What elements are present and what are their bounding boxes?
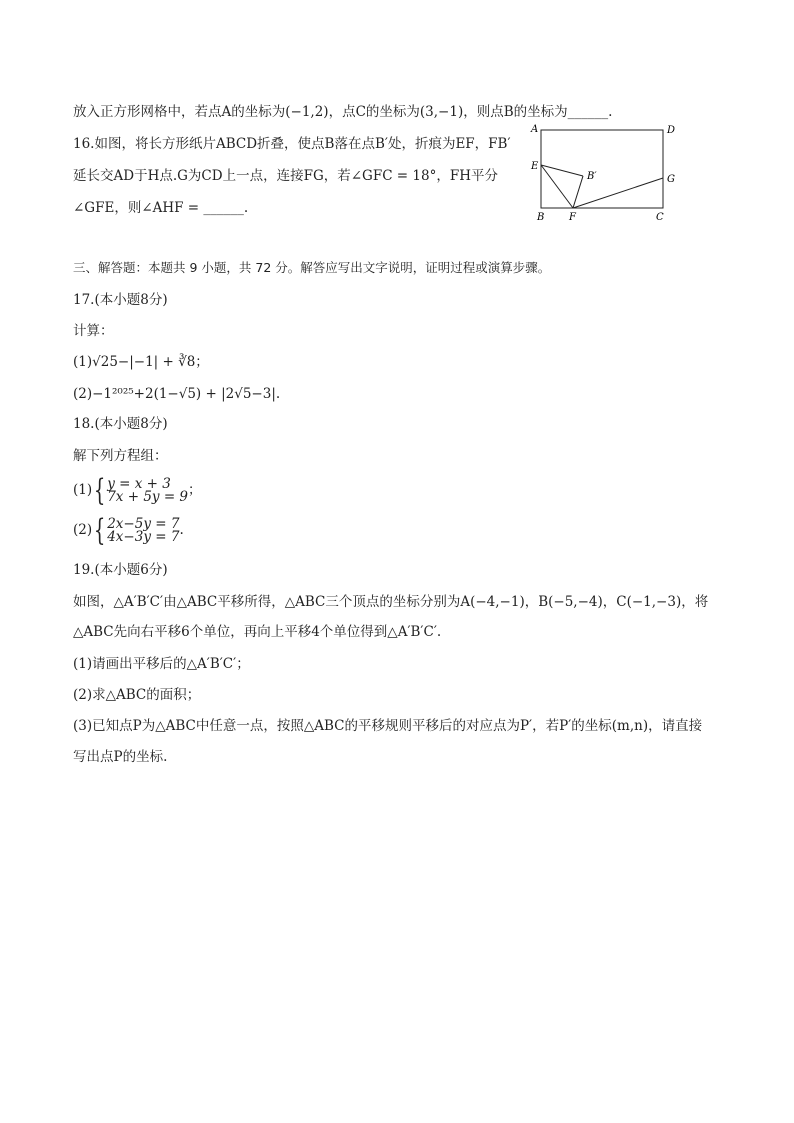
q18-p1-eq1: y = x + 3 [107,475,171,492]
q18-p1-eq2: 7x + 5y = 9 [107,488,189,505]
equation-system-2 [107,515,180,545]
q18-prompt: 解下列方程组： [73,448,168,464]
q18-p2-eq1: 2x−5y = 7 [107,515,180,532]
label-g: G [667,174,675,185]
segment-fg [573,178,663,208]
segment-eb-prime [541,165,583,176]
equation-system-1 [107,475,189,505]
rectangle-abcd [541,130,663,208]
label-b: B [537,212,545,222]
label-d: D [667,125,676,136]
q15-tail: 放入正方形网格中，若点A的坐标为(−1,2)，点C的坐标为(3,−1)，则点B的坐标为______. [73,104,613,120]
q19-part-1: (1)请画出平移后的△A′B′C′； [73,656,250,672]
q18-part-1-label: (1) [73,482,93,498]
label-c: C [656,212,664,222]
q19-part-3-line-1: (3)已知点P为△ABC中任意一点，按照△ABC的平移规则平移后的对应点为P′，若P′的坐标(m,n)，请直接 [73,718,703,734]
q19-header: 19.(本小题6分) [73,562,168,578]
label-f: F [569,212,576,222]
q19-line-1: 如图，△A′B′C′由△ABC平移所得，△ABC三个顶点的坐标分别为A(−4,−1)，B(−5,−4)，C(−1,−3)，将 [73,594,709,610]
q18-header: 18.(本小题8分) [73,416,168,432]
q17-part-1: (1)√25−|−1| + ∛8； [73,354,209,370]
brace-icon: { [93,512,106,548]
q16-line-2: 延长交AD于H点.G为CD上一点，连接FG，若∠GFC = 18°，FH平分 [73,168,498,184]
label-a: A [531,124,539,135]
q17-prompt: 计算： [73,323,114,339]
q18-p2-end: . [179,522,184,538]
q18-p1-end: ； [188,482,202,498]
brace-icon: { [93,472,106,508]
q19-part-2: (2)求△ABC的面积； [73,687,201,703]
q17-header: 17.(本小题8分) [73,292,168,308]
label-e: E [531,161,539,172]
q18-part-2-label: (2) [73,522,93,538]
q16-line-3: ∠GFE，则∠AHF = ______. [73,200,249,216]
label-b-prime: B′ [587,171,597,182]
q18-part-2 [73,512,184,548]
q16-line-1: 16.如图，将长方形纸片ABCD折叠，使点B落在点B′处，折痕为EF，FB′ [73,136,511,152]
segment-ef [541,165,573,208]
rectangle-fold-figure [525,120,685,222]
q18-p2-eq2: 4x−3y = 7 [107,528,180,545]
q18-part-1 [73,472,202,508]
q19-line-2: △ABC先向右平移6个单位，再向上平移4个单位得到△A′B′C′. [73,624,442,640]
section-3-heading: 三、解答题：本题共 9 小题，共 72 分。解答应写出文字说明，证明过程或演算步骤。 [73,260,551,275]
q19-part-3-line-2: 写出点P的坐标. [73,749,168,765]
q17-part-2: (2)−1²⁰²⁵+2(1−√5) + |2√5−3|. [73,386,281,402]
segment-fb-prime [573,176,583,208]
